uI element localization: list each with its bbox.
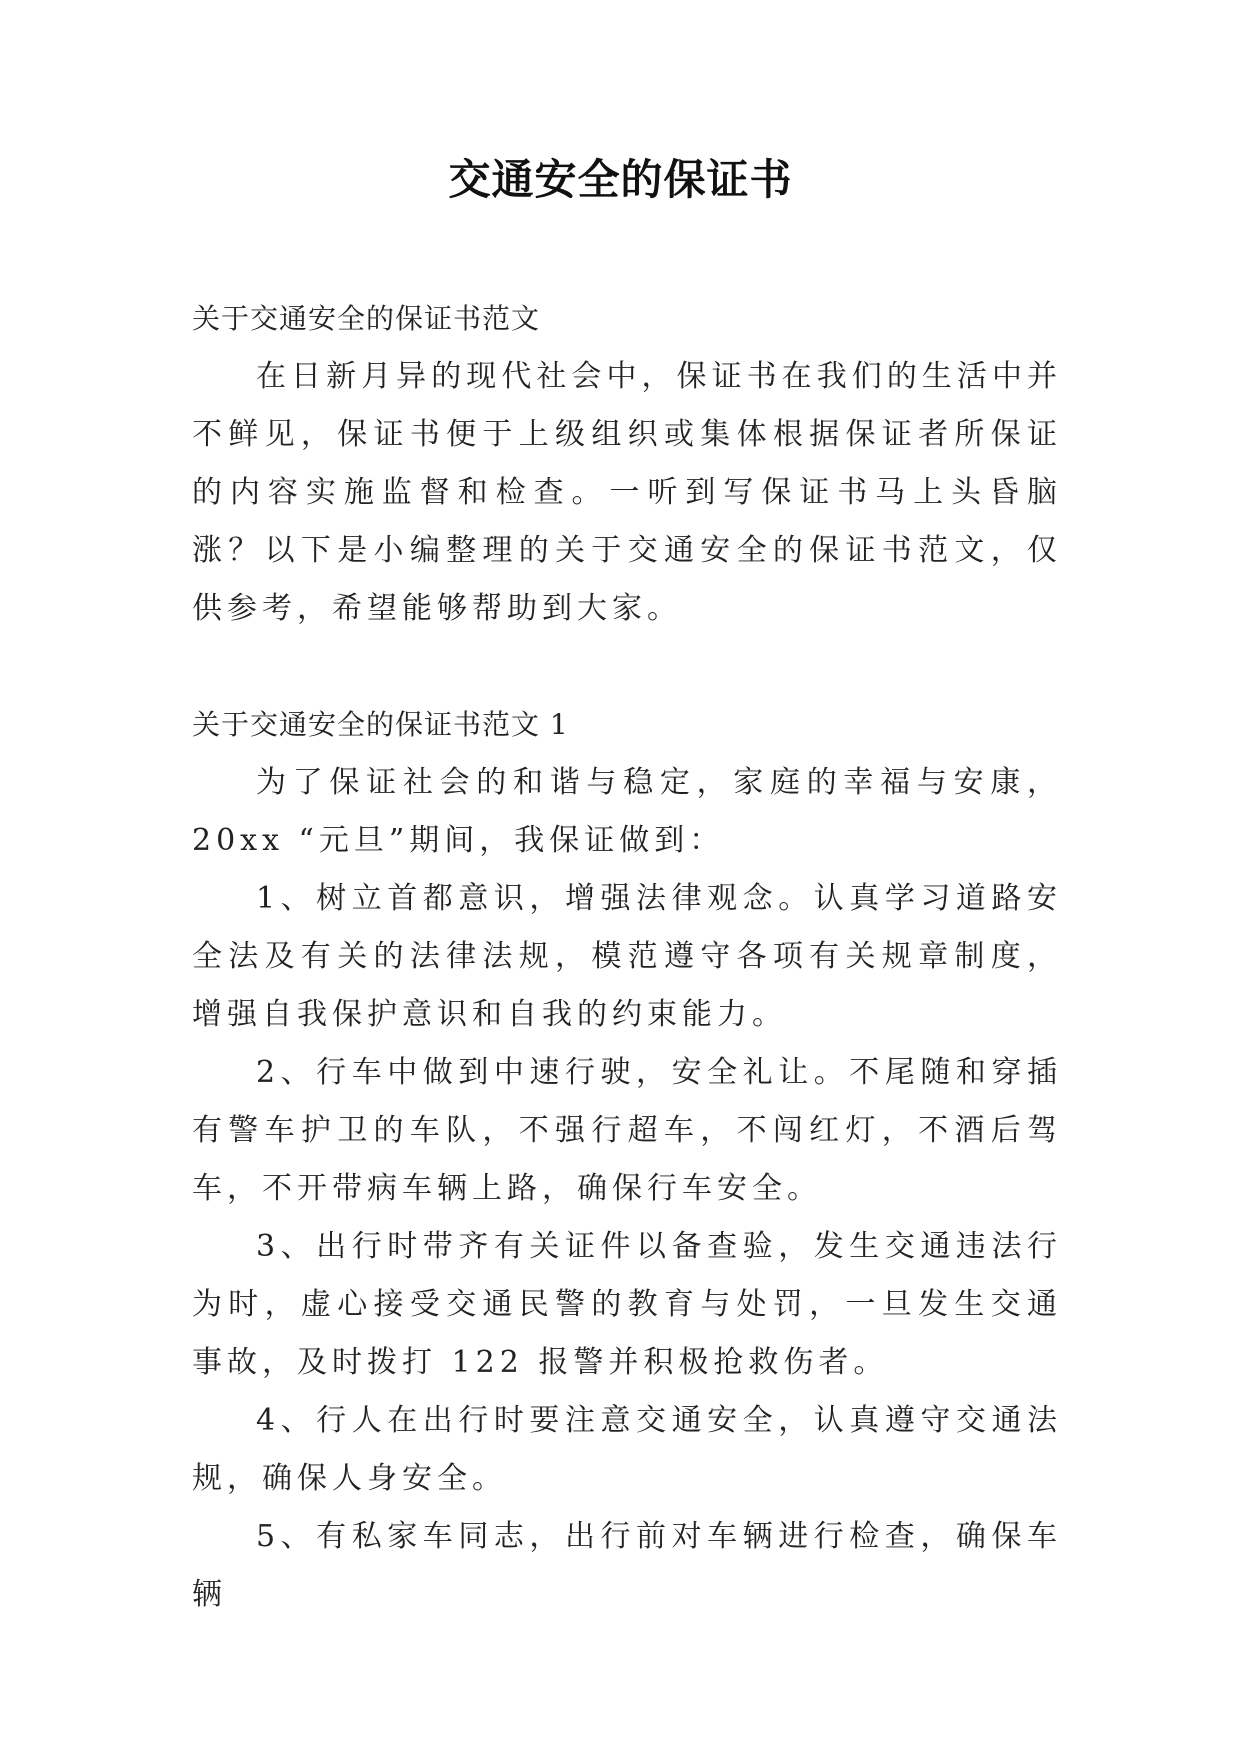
intro-heading: 关于交通安全的保证书范文: [192, 302, 541, 335]
section1-paragraph: 为了保证社会的和谐与稳定，家庭的幸福与安康，20xx “元旦”期间，我保证做到：: [192, 765, 1062, 858]
intro-paragraph: 在日新月异的现代社会中，保证书在我们的生活中并不鲜见，保证书便于上级组织或集体根据保证者所保证的内容实施监督和检查。一听到写保证书马上头昏脑涨？以下是小编整理的关于交通安全的保证书范文，仅供参考，希望能够帮助到大家。: [192, 359, 1062, 626]
document-title: 交通安全的保证书: [448, 155, 793, 204]
section1-item-5: 5、有私家车同志，出行前对车辆进行检查，确保车辆: [192, 1519, 1062, 1612]
section1-item-2: 2、行车中做到中速行驶，安全礼让。不尾随和穿插有警车护卫的车队，不强行超车，不闯红灯，不酒后驾车，不开带病车辆上路，确保行车安全。: [192, 1055, 1062, 1206]
section1-item-3: 3、出行时带齐有关证件以备查验，发生交通违法行为时，虚心接受交通民警的教育与处罚，一旦发生交通事故，及时拨打 122 报警并积极抢救伤者。: [192, 1229, 1062, 1380]
section-spacer: [192, 638, 1062, 696]
section1-heading: 关于交通安全的保证书范文 1: [192, 708, 569, 741]
section1-item-1: 1、树立首都意识，增强法律观念。认真学习道路安全法及有关的法律法规，模范遵守各项有关规章制度，增强自我保护意识和自我的约束能力。: [192, 881, 1062, 1032]
document-body: [192, 290, 1062, 1624]
section1-item-4: 4、行人在出行时要注意交通安全，认真遵守交通法规，确保人身安全。: [192, 1403, 1062, 1496]
